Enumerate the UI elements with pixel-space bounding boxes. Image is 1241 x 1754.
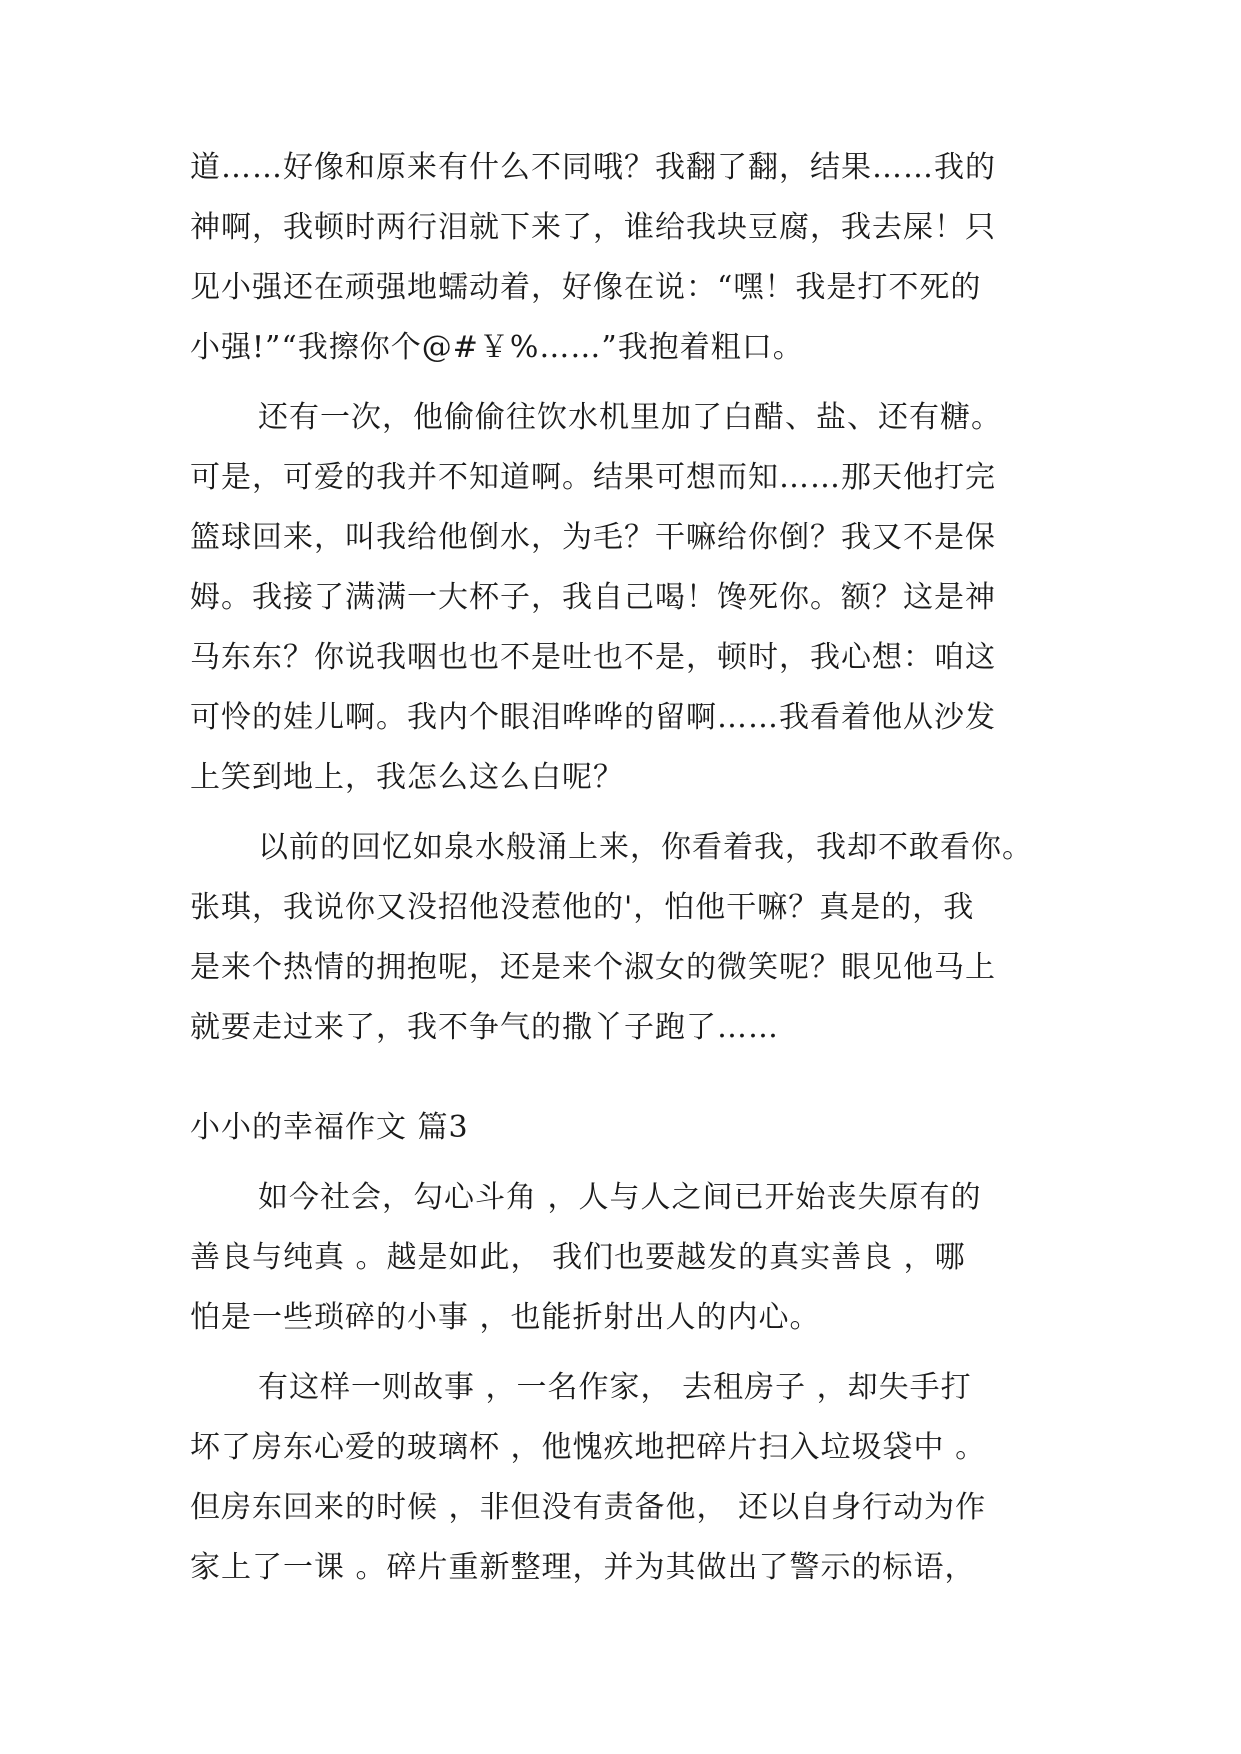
text-line: 是来个热情的拥抱呢，还是来个淑女的微笑呢？眼见他马上 [190, 950, 996, 985]
paragraph-first-line: 有这样一则故事 ，一名作家， 去租房子 ，却失手打 [258, 1370, 972, 1405]
paragraph-first-line: 还有一次，他偷偷往饮水机里加了白醋、盐、还有糖。 [258, 400, 1002, 435]
text-line: 上笑到地上，我怎么这么白呢？ [190, 760, 624, 795]
text-line: 见小强还在顽强地蠕动着，好像在说：“嘿！我是打不死的 [190, 270, 982, 305]
text-line: 可怜的娃儿啊。我内个眼泪哗哗的留啊……我看着他从沙发 [190, 700, 996, 735]
text-line: 马东东？你说我咽也也不是吐也不是，顿时，我心想：咱这 [190, 640, 996, 675]
text-line: 道……好像和原来有什么不同哦？我翻了翻，结果……我的 [190, 150, 996, 185]
text-line: 善良与纯真 。越是如此， 我们也要越发的真实善良 ，哪 [190, 1240, 966, 1275]
text-line: 小强!”“我擦你个@#￥%……”我抱着粗口。 [190, 330, 804, 365]
text-line: 可是，可爱的我并不知道啊。结果可想而知……那天他打完 [190, 460, 996, 495]
text-line: 家上了一课 。碎片重新整理，并为其做出了警示的标语， [190, 1550, 976, 1585]
paragraph-first-line: 如今社会，勾心斗角 ，人与人之间已开始丧失原有的 [258, 1180, 982, 1215]
paragraph-first-line: 以前的回忆如泉水般涌上来，你看着我，我却不敢看你。 [258, 830, 1033, 865]
text-line: 神啊，我顿时两行泪就下来了，谁给我块豆腐，我去屎！只 [190, 210, 996, 245]
text-line: 就要走过来了，我不争气的撒丫子跑了…… [190, 1010, 779, 1045]
text-line: 篮球回来，叫我给他倒水，为毛？干嘛给你倒？我又不是保 [190, 520, 996, 555]
text-line: 但房东回来的时候 ，非但没有责备他， 还以自身行动为作 [190, 1490, 987, 1525]
text-line: 张琪，我说你又没招他没惹他的'，怕他干嘛？真是的，我 [190, 890, 975, 925]
text-line: 坏了房东心爱的玻璃杯 ，他愧疚地把碎片扫入垃圾袋中 。 [190, 1430, 987, 1465]
text-line: 姆。我接了满满一大杯子，我自己喝！馋死你。额？这是神 [190, 580, 996, 615]
section-heading: 小小的幸福作文 篇3 [190, 1110, 469, 1145]
text-line: 怕是一些琐碎的小事 ，也能折射出人的内心。 [190, 1300, 821, 1335]
